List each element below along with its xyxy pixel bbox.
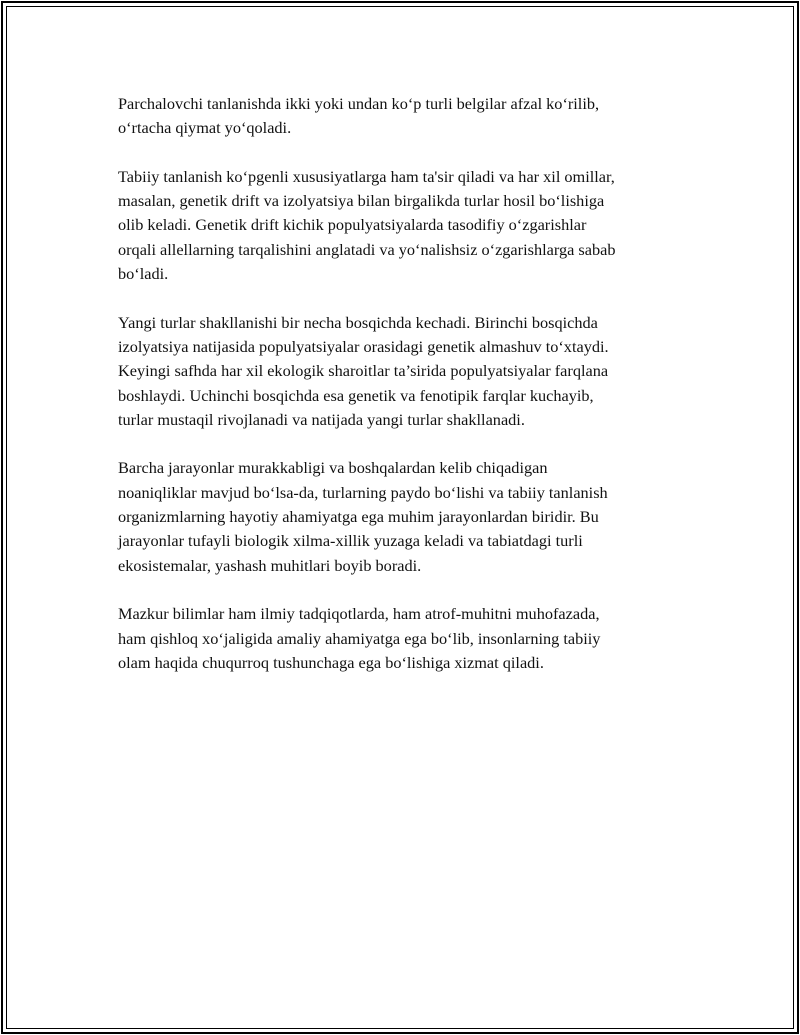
document-body	[118, 92, 693, 699]
paragraph-5: Mazkur bilimlar ham ilmiy tadqiqotlarda, ham atrof-muhitni muhofazada, ham qishloq xo‘jaligida amaliy ahamiyatga ega bo‘lib, insonlarning tabiiy olam haqida chuqurroq tushunchaga ega bo‘lishiga xizmat qiladi.	[118, 604, 601, 672]
paragraph-4: Barcha jarayonlar murakkabligi va boshqalardan kelib chiqadigan noaniqliklar mavjud bo‘lsa-da, turlarning paydo bo‘lishi va tabiiy tanlanish organizmlarning hayotiy ahamiyatga ega muhim jarayonlardan biridir. Bu jarayonlar tufayli biologik xilma-xillik yuzaga keladi va tabiatdagi turli ekosistemalar, yashash muhitlari boyib boradi.	[118, 458, 608, 575]
paragraph-3: Yangi turlar shakllanishi bir necha bosqichda kechadi. Birinchi bosqichda izolyatsiya natijasida populyatsiyalar orasidagi genetik almashuv to‘xtaydi. Keyingi safhda har xil ekologik sharoitlar ta’sirida populyatsiyalar farqlana boshlaydi. Uchinchi bosqichda esa genetik va fenotipik farqlar kuchayib, turlar mustaqil rivojlanadi va natijada yangi turlar shakllanadi.	[118, 312, 609, 429]
paragraph-2: Tabiiy tanlanish ko‘pgenli xususiyatlarga ham ta'sir qiladi va har xil omillar, masalan, genetik drift va izolyatsiya bilan birgalikda turlar hosil bo‘lishiga olib keladi. Genetik drift kichik populyatsiyalarda tasodifiy o‘zgarishlar orqali allellarning tarqalishini anglatadi va yo‘nalishsiz o‘zgarishlarga sabab bo‘ladi.	[118, 166, 616, 284]
paragraph-1: Parchalovchi tanlanishda ikki yoki undan ko‘p turli belgilar afzal ko‘rilib, o‘rtacha qiymat yo‘qoladi.	[118, 94, 600, 138]
